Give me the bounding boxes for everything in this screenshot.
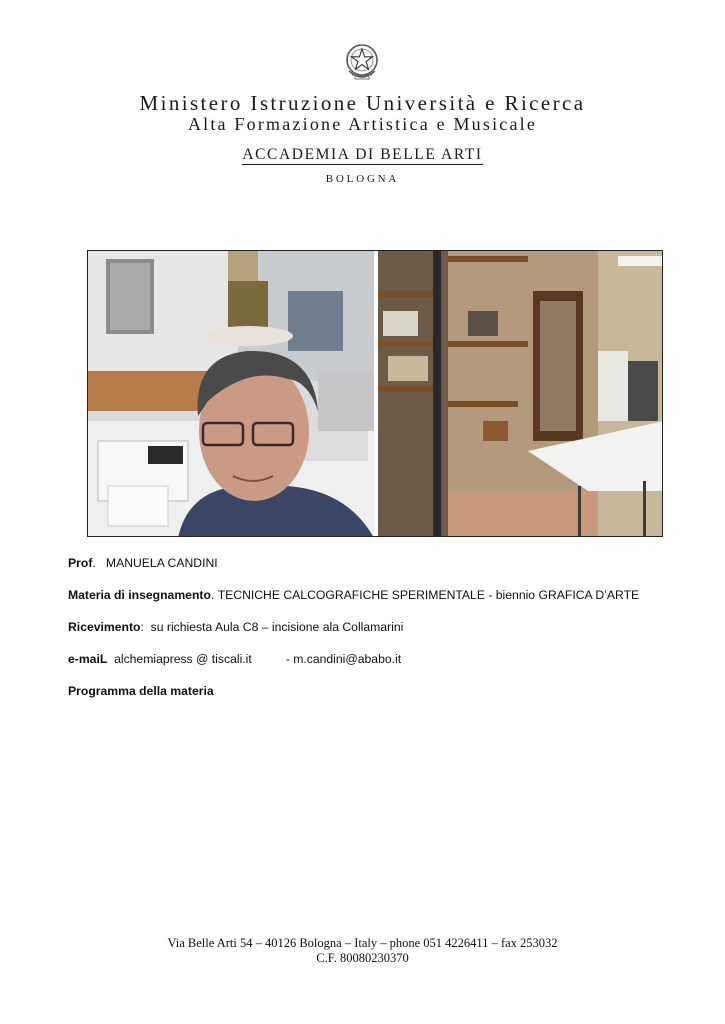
materia-line: Materia di insegnamento. TECNICHE CALCOGRAFICHE SPERIMENTALE - biennio GRAFICA D’ARTE bbox=[68, 588, 640, 602]
prof-line: Prof. MANUELA CANDINI bbox=[68, 556, 218, 570]
ricevimento-line: Ricevimento: su richiesta Aula C8 – incisione ala Collamarini bbox=[68, 620, 404, 634]
academy-title-text: ACCADEMIA DI BELLE ARTI bbox=[242, 146, 483, 163]
ricevimento-label: Ricevimento bbox=[68, 620, 141, 634]
footer-address: Via Belle Arti 54 – 40126 Bologna – Italy – phone 051 4226411 – fax 253032 bbox=[167, 936, 558, 950]
studio-photo bbox=[378, 251, 663, 537]
ministry-subtitle: Alta Formazione Artistica e Musicale bbox=[187, 114, 538, 134]
footer-cf: C.F. 80080230370 bbox=[316, 951, 409, 965]
photo-strip-graphic bbox=[88, 251, 663, 537]
academy-city: BOLOGNA bbox=[325, 173, 400, 185]
email-value-1[interactable]: alchemiapress @ tiscali.it bbox=[114, 652, 252, 666]
photo-strip bbox=[87, 250, 663, 537]
programma-line bbox=[68, 684, 214, 698]
programma-label: Programma della materia bbox=[68, 684, 214, 698]
email-label: e-maiL bbox=[68, 652, 108, 666]
academy-title bbox=[0, 146, 725, 164]
materia-value: TECNICHE CALCOGRAFICHE SPERIMENTALE - biennio GRAFICA D’ARTE bbox=[217, 588, 640, 602]
email-value-2[interactable]: - m.candini@ababo.it bbox=[285, 652, 402, 666]
materia-label: Materia di insegnamento bbox=[68, 588, 211, 602]
ricevimento-value: su richiesta Aula C8 – incisione ala Collamarini bbox=[150, 620, 404, 634]
italian-republic-emblem-icon bbox=[343, 41, 381, 83]
ministry-title: Ministero Istruzione Università e Ricerca bbox=[139, 91, 586, 115]
prof-name: MANUELA CANDINI bbox=[105, 556, 218, 570]
email-line bbox=[68, 652, 401, 666]
portrait-photo bbox=[88, 251, 374, 537]
prof-label: Prof bbox=[68, 556, 93, 570]
